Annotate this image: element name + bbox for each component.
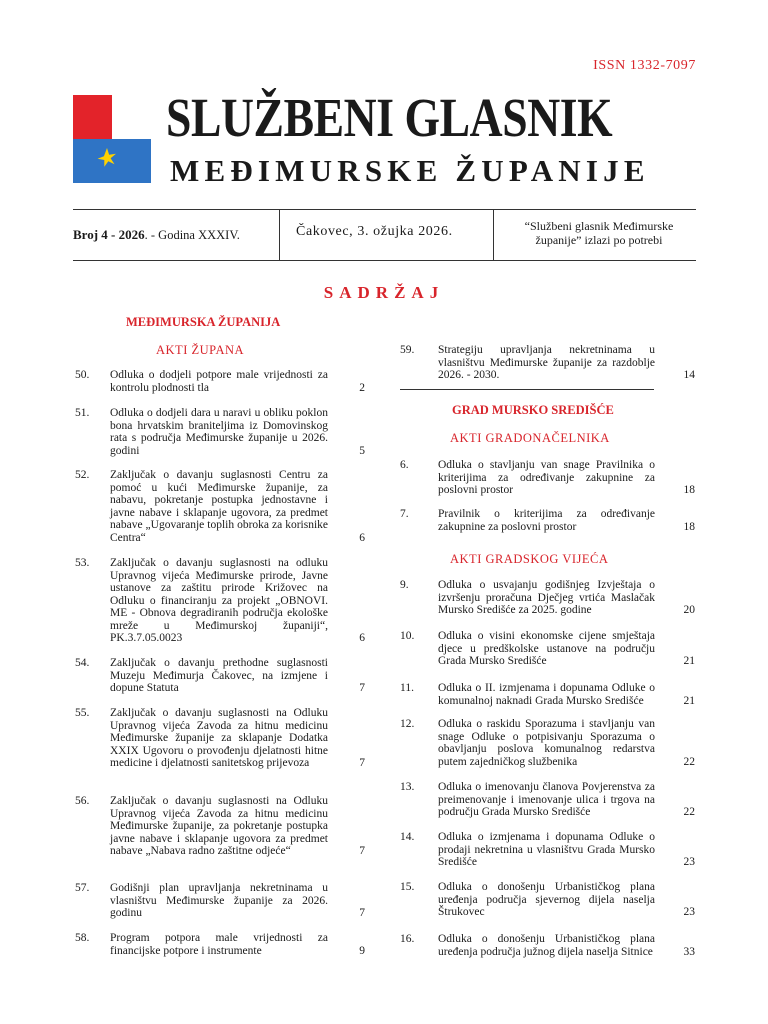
subsection-heading-akti-gradonacelnika: AKTI GRADONAČELNIKA <box>450 431 610 445</box>
entry-title: Zaključak o davanju suglasnosti Centru za pomoć u kući Međimurske županije, za nabavu, pokretanje postupka jednostavne i javne nabave i sklapanje ugovora, za predmet nabave „Ugovaranje toplih obroka za korisnike Centra“ <box>110 469 328 544</box>
entry-title: Zaključak o davanju prethodne suglasnosti Muzeju Međimurja Čakovec, na izmjene i dopune Statuta <box>110 657 328 694</box>
entry-page-number: 6 <box>359 632 365 644</box>
place-date: Čakovec, 3. ožujka 2026. <box>296 224 453 239</box>
entry-title: Strategiju upravljanja nekretninama u vlasništvu Međimurske županije za razdoblje 2026. - 2030. <box>438 344 655 381</box>
entry-number: 58. <box>75 932 90 944</box>
entry-page-number: 33 <box>683 945 695 958</box>
entry-number: 7. <box>400 508 409 520</box>
entry-title: Odluka o usvajanju godišnjeg Izvještaja o izvršenju proračuna Dječjeg vrtića Maslačak Mursko Središće za 2025. godine <box>438 579 655 616</box>
entry-page-number: 5 <box>359 444 365 457</box>
entry-number: 55. <box>75 707 90 719</box>
entry-page-number: 9 <box>359 944 365 957</box>
entry-number: 11. <box>400 682 414 694</box>
entry-number: 15. <box>400 881 415 893</box>
section-heading-medjimurska: MEĐIMURSKA ŽUPANIJA <box>126 315 281 329</box>
entry-title: Godišnji plan upravljanja nekretninama u vlasništvu Međimurske županije za 2026. godinu <box>110 882 328 919</box>
entry-number: 57. <box>75 882 90 894</box>
entry-page-number: 7 <box>359 757 365 769</box>
entry-number: 54. <box>75 657 90 669</box>
entry-number: 6. <box>400 459 409 471</box>
entry-page-number: 14 <box>683 369 695 381</box>
issue-year-volume: . - Godina XXXIV. <box>144 228 240 242</box>
entry-number: 51. <box>75 407 90 419</box>
contents-heading: SADRŽAJ <box>323 283 445 302</box>
entry-page-number: 7 <box>359 845 365 857</box>
publication-title: SLUŽBENI GLASNIK <box>166 87 613 148</box>
entry-title: Odluka o stavljanju van snage Pravilnika o kriterijima za određivanje zakupnine za poslovni prostor <box>438 459 655 496</box>
subsection-heading-akti-gradskog-vijeca: AKTI GRADSKOG VIJEĆA <box>450 552 609 566</box>
issn-number: ISSN 1332-7097 <box>593 58 696 73</box>
issue-number-bold: Broj 4 - 2026 <box>73 227 145 242</box>
entry-title: Odluka o donošenju Urbanističkog plana uređenja područja južnog dijela naselja Sitnice <box>438 933 655 958</box>
entry-page-number: 7 <box>359 907 365 919</box>
entry-number: 50. <box>75 369 90 381</box>
entry-title: Odluka o donošenju Urbanističkog plana uređenja područja sjevernog dijela naselja Štrukovec <box>438 881 655 918</box>
entry-page-number: 21 <box>683 655 695 667</box>
entry-title: Odluka o visini ekonomske cijene smještaja djece u predškolske ustanove na području Grada Mursko Središće <box>438 630 655 667</box>
entry-page-number: 18 <box>683 484 695 496</box>
entry-title: Odluka o II. izmjenama i dopunama Odluke o komunalnoj naknadi Grada Mursko Središće <box>438 682 655 707</box>
entry-page-number: 23 <box>683 906 695 918</box>
entry-number: 9. <box>400 579 409 591</box>
entry-number: 10. <box>400 630 415 642</box>
entry-number: 52. <box>75 469 90 481</box>
entry-number: 13. <box>400 781 415 793</box>
publication-note: “Službeni glasnik Međimurske županije” izlazi po potrebi <box>524 219 674 247</box>
issue-number <box>73 227 240 243</box>
entry-number: 59. <box>400 344 415 356</box>
divider-top <box>73 209 696 210</box>
section-heading-mursko-sredisce: GRAD MURSKO SREDIŠĆE <box>452 403 614 417</box>
entry-number: 56. <box>75 795 90 807</box>
entry-title: Odluka o raskidu Sporazuma i stavljanju van snage Odluke o potpisivanju Sporazuma o obavljanju poslova komunalnog redarstva putem zajedničkog službenika <box>438 718 655 768</box>
entry-title: Odluka o imenovanju članova Povjerenstva za preimenovanje i imenovanje ulica i trgova na području Grada Mursko Središće <box>438 781 655 818</box>
entry-title: Zaključak o davanju suglasnosti na Odluku Upravnog vijeća Zavoda za hitnu medicinu Međimurske županije, za pokretanje postupka javne nabave i sklapanje ugovora za predmet nabave „Nabava radno zaštitne odjeće“ <box>110 795 328 857</box>
entry-title: Zaključak o davanju suglasnosti na odluku Upravnog vijeća Međimurske prirode, Javne ustanove za zaštitu prirode Križovec na Odluku o financiranju za projekt „OBNOVI. ME - Obnova degradiranih područja ekološke mreže u Međimurskoj županiji“, PK.3.7.05.0023 <box>110 557 328 644</box>
divider-vertical-2 <box>493 209 494 260</box>
entry-page-number: 7 <box>359 682 365 694</box>
entry-title: Odluka o dodjeli dara u naravi u obliku poklon bona hrvatskim braniteljima iz Domovinskog rata s područja Međimurske županije u 2026. godini <box>110 407 328 457</box>
publication-subtitle: MEĐIMURSKE ŽUPANIJE <box>170 153 650 188</box>
entry-page-number: 6 <box>359 531 365 544</box>
entry-page-number: 20 <box>683 604 695 616</box>
subsection-heading-akti-zupana: AKTI ŽUPANA <box>156 343 245 357</box>
entry-page-number: 23 <box>683 856 695 868</box>
entry-number: 14. <box>400 831 415 843</box>
entry-page-number: 22 <box>683 755 695 768</box>
divider-right-column <box>400 389 654 390</box>
entry-title: Program potpora male vrijednosti za financijske potpore i instrumente <box>110 932 328 957</box>
entry-page-number: 18 <box>683 520 695 533</box>
entry-title: Pravilnik o kriterijima za određivanje zakupnine za poslovni prostor <box>438 508 655 533</box>
divider-vertical-1 <box>279 209 280 260</box>
entry-number: 53. <box>75 557 90 569</box>
entry-title: Odluka o izmjenama i dopunama Odluke o prodaji nekretnina u vlasništvu Grada Mursko Središće <box>438 831 655 868</box>
entry-number: 12. <box>400 718 415 730</box>
county-flag-logo <box>73 95 151 183</box>
entry-number: 16. <box>400 933 415 945</box>
entry-page-number: 2 <box>359 381 365 394</box>
entry-title: Zaključak o davanju suglasnosti na Odluku Upravnog vijeća Zavoda za hitnu medicinu Međimurske županije za sklapanje Dodatka XXIX Ugovoru o provođenju djelatnosti hitne medicine i djelatnosti sanitetskog prijevoza <box>110 707 328 769</box>
entry-page-number: 22 <box>683 806 695 818</box>
divider-bottom <box>73 260 696 261</box>
entry-title: Odluka o dodjeli potpore male vrijednosti za kontrolu plodnosti tla <box>110 369 328 394</box>
entry-page-number: 21 <box>683 694 695 707</box>
